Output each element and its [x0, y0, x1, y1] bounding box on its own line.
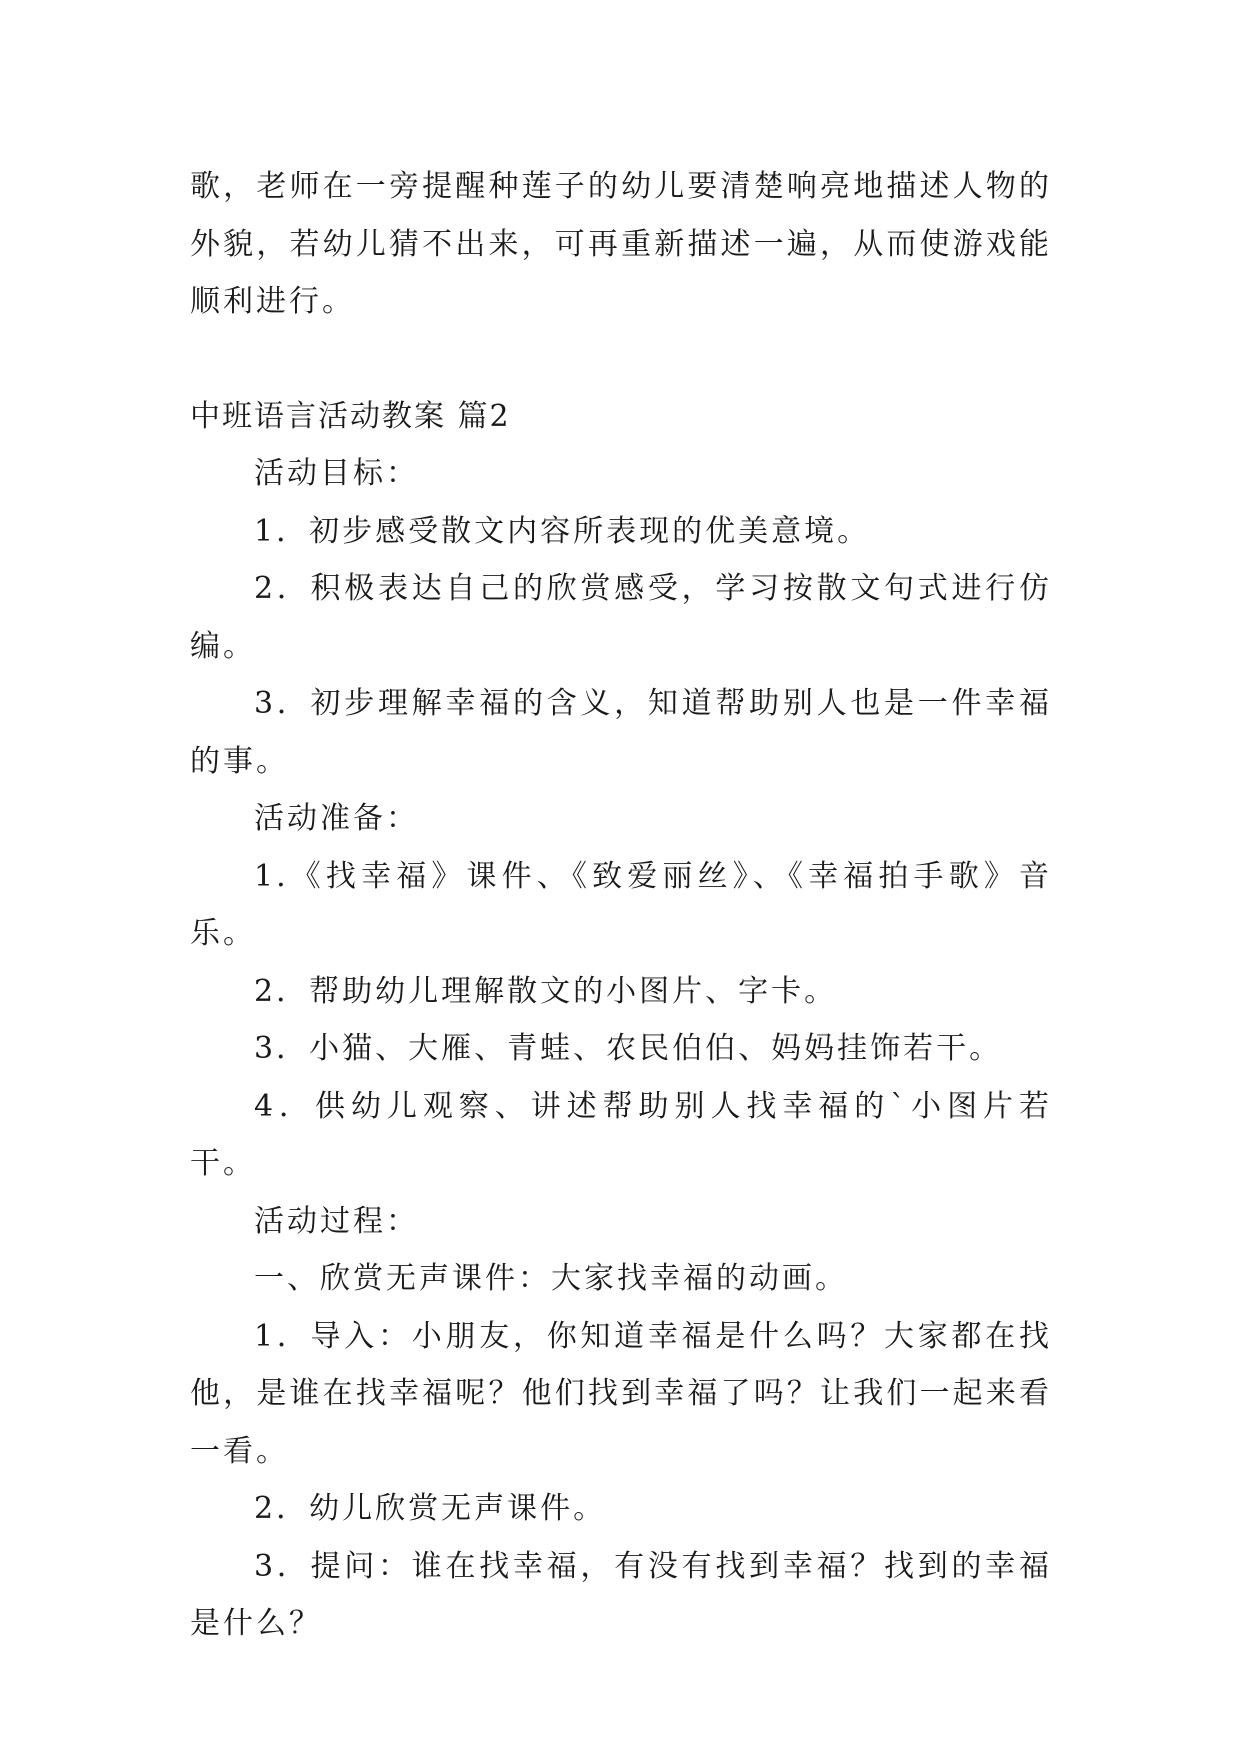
paragraph-continuation: 歌，老师在一旁提醒种莲子的幼儿要清楚响亮地描述人物的外貌，若幼儿猜不出来，可再重新描述一遍，从而使游戏能顺利进行。 — [190, 169, 1052, 319]
paragraph-goal-2: 2．积极表达自己的欣赏感受，学习按散文句式进行仿编。 — [190, 571, 1052, 664]
paragraph-process-step-1: 一、欣赏无声课件：大家找幸福的动画。 — [254, 1261, 848, 1296]
paragraph-prep-4: 4．供幼儿观察、讲述帮助别人找幸福的`小图片若干。 — [190, 1088, 1052, 1181]
paragraph-prep-3: 3．小猫、大雁、青蛙、农民伯伯、妈妈挂饰若干。 — [254, 1031, 1003, 1066]
paragraph-goal-3: 3．初步理解幸福的含义，知道帮助别人也是一件幸福的事。 — [190, 686, 1052, 779]
paragraph-prep-2: 2．帮助幼儿理解散文的小图片、字卡。 — [254, 973, 838, 1009]
paragraph-process-heading: 活动过程： — [254, 1203, 419, 1239]
paragraph-goal-1: 1．初步感受散文内容所表现的优美意境。 — [254, 513, 871, 549]
document-body — [190, 158, 1052, 1653]
paragraph-prep-heading: 活动准备： — [254, 801, 419, 836]
paragraph-process-1: 1．导入：小朋友，你知道幸福是什么吗？大家都在找他，是谁在找幸福呢？他们找到幸福了吗？让我们一起来看一看。 — [190, 1318, 1052, 1469]
paragraph-process-3: 3．提问：谁在找幸福，有没有找到幸福？找到的幸福是什么？ — [190, 1548, 1052, 1641]
section-title: 中班语言活动教案 篇2 — [190, 398, 511, 434]
paragraph-goals-heading: 活动目标： — [254, 456, 419, 491]
paragraph-process-2: 2．幼儿欣赏无声课件。 — [254, 1491, 607, 1526]
paragraph-prep-1: 1.《找幸福》课件、《致爱丽丝》、《幸福拍手歌》音乐。 — [190, 858, 1052, 951]
